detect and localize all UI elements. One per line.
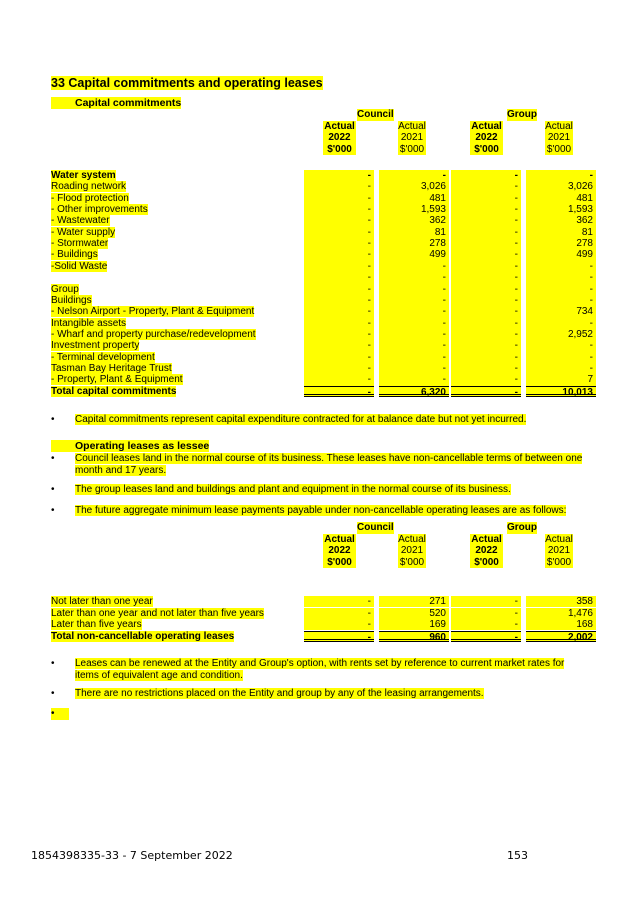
lease-group-council: Council [357,522,394,533]
column-header: Actual 2022 $'000 [324,121,355,155]
row-label: Later than five years [51,619,142,630]
value-cell: - [379,284,449,295]
value-cell: - [451,227,521,238]
value-cell: - [451,261,521,272]
value-cell: - [304,261,374,272]
value-cell: - [304,193,374,204]
value-cell: - [451,363,521,374]
value-cell: - [304,249,374,260]
column-header: Actual 2021 $'000 [398,534,426,568]
value-cell: - [451,352,521,363]
table-row [51,340,596,351]
table-row [51,284,596,295]
value-cell: - [304,295,374,306]
table-row [51,215,596,226]
value-cell: - [451,619,521,630]
value-cell: 10,013 [526,386,596,397]
row-label: Roading network [51,181,127,193]
value-cell: - [526,318,596,329]
value-cell: - [451,170,521,181]
value-cell: - [451,329,521,340]
value-cell: 481 [526,193,596,204]
value-cell: - [304,363,374,374]
value-cell: - [304,215,374,226]
value-cell: 2,952 [526,329,596,340]
value-cell: - [451,596,521,607]
row-label: - Buildings [51,249,98,261]
value-cell: - [451,272,521,283]
value-cell: - [526,272,596,283]
table-row [51,329,596,340]
value-cell: 362 [379,215,449,226]
value-cell: 168 [526,619,596,630]
column-header: Actual 2022 $'000 [471,534,502,568]
table-row [51,363,596,374]
value-cell: - [451,181,521,192]
table-row [51,306,596,317]
value-cell: - [451,374,521,385]
table-row [51,608,596,619]
column-header: Actual 2021 $'000 [545,121,573,155]
value-cell: - [451,306,521,317]
capital-note: • Capital commitments represent capital expenditure contracted for at balance date but not yet incurred. [51,414,527,425]
value-cell: 278 [526,238,596,249]
value-cell: 271 [379,596,449,607]
row-label: Buildings [51,294,92,306]
value-cell: - [304,596,374,607]
value-cell: - [526,261,596,272]
value-cell: - [526,340,596,351]
value-cell: - [526,352,596,363]
value-cell: - [379,170,449,181]
column-header: Actual 2021 $'000 [545,534,573,568]
value-cell: - [304,227,374,238]
value-cell: - [304,608,374,619]
value-cell: - [304,272,374,283]
lease-bullet-3: • The future aggregate minimum lease payments payable under non-cancellable operating leases are as follows: [51,505,567,516]
row-label: Total capital commitments [51,385,177,397]
total-row [51,631,596,642]
page-title: 33 Capital commitments and operating leases [51,76,323,90]
lease-bullet-1: • Council leases land in the normal course of its business. These leases have non-cancellable terms of between one month and 17 years. [51,453,583,476]
value-cell: - [379,374,449,385]
row-label: Not later than one year [51,596,153,607]
value-cell: - [451,608,521,619]
row-label: Total non-cancellable operating leases [51,630,235,642]
value-cell: 169 [379,619,449,630]
value-cell: - [379,329,449,340]
table-row [51,352,596,363]
table-row [51,204,596,215]
row-label: - Property, Plant & Equipment [51,374,183,386]
table-row [51,295,596,306]
row-label: - Wharf and property purchase/redevelopment [51,328,256,340]
value-cell: - [379,295,449,306]
value-cell: 3,026 [526,181,596,192]
value-cell: 499 [526,249,596,260]
capital-commitments-heading: Capital commitments [51,97,181,110]
value-cell: - [304,306,374,317]
value-cell: 499 [379,249,449,260]
value-cell: - [304,374,374,385]
table-row [51,272,596,283]
value-cell: - [304,340,374,351]
value-cell: 520 [379,608,449,619]
value-cell: - [304,318,374,329]
value-cell: - [451,215,521,226]
value-cell: - [304,386,374,397]
value-cell: 358 [526,596,596,607]
value-cell: - [304,619,374,630]
value-cell: - [379,318,449,329]
value-cell: - [379,363,449,374]
value-cell: - [526,284,596,295]
value-cell: - [451,631,521,642]
row-label: - Wastewater [51,215,110,227]
value-cell: - [451,386,521,397]
column-header: Actual 2022 $'000 [324,534,355,568]
row-label: Tasman Bay Heritage Trust [51,362,172,374]
value-cell: - [304,204,374,215]
value-cell: 2,002 [526,631,596,642]
row-label: - Nelson Airport - Property, Plant & Equipment [51,306,255,318]
column-header: Actual 2021 $'000 [398,121,426,155]
value-cell: - [526,170,596,181]
value-cell: 1,593 [379,204,449,215]
value-cell: 81 [526,227,596,238]
total-row [51,386,596,397]
row-label: - Terminal development [51,351,155,363]
table-row [51,170,596,181]
value-cell: - [379,306,449,317]
table-row [51,238,596,249]
value-cell: - [304,329,374,340]
table-row [51,181,596,192]
value-cell: 7 [526,374,596,385]
lease-note-1: • Leases can be renewed at the Entity and Group's option, with rents set by reference to current market rates for items of equivalent age and condition. [51,658,565,681]
value-cell: 734 [526,306,596,317]
value-cell: - [451,204,521,215]
row-label: - Flood protection [51,192,129,204]
value-cell: 362 [526,215,596,226]
value-cell: - [379,261,449,272]
value-cell: - [451,284,521,295]
value-cell: 3,026 [379,181,449,192]
value-cell: - [304,181,374,192]
table-row [51,227,596,238]
row-label: Group [51,283,79,295]
value-cell: - [379,272,449,283]
table-row [51,619,596,630]
value-cell: - [304,284,374,295]
table-row [51,261,596,272]
value-cell: - [304,238,374,249]
value-cell: 1,476 [526,608,596,619]
value-cell: 1,593 [526,204,596,215]
value-cell: - [451,340,521,351]
value-cell: - [304,352,374,363]
value-cell: - [451,295,521,306]
row-label: Water system [51,170,116,181]
value-cell: 81 [379,227,449,238]
value-cell: 6,320 [379,386,449,397]
value-cell: 278 [379,238,449,249]
value-cell: - [304,631,374,642]
table-row [51,318,596,329]
value-cell: - [526,295,596,306]
lease-note-2: • There are no restrictions placed on the Entity and group by any of the leasing arrangements. [51,688,484,699]
table-row [51,596,596,607]
footer-doc-ref: 1854398335-33 - 7 September 2022 [31,849,233,862]
column-header: Actual 2022 $'000 [471,121,502,155]
value-cell: - [451,238,521,249]
table-row [51,374,596,385]
value-cell: - [379,352,449,363]
row-label: - Other improvements [51,204,148,216]
value-cell: - [304,170,374,181]
row-label: Intangible assets [51,317,127,329]
value-cell: 481 [379,193,449,204]
footer-page-number: 153 [507,849,528,862]
row-label: - Stormwater [51,238,109,250]
capital-group-council: Council [357,109,394,120]
value-cell: - [451,193,521,204]
operating-leases-heading: Operating leases as lessee [51,440,209,453]
lease-group-group: Group [507,522,537,533]
lease-bullet-2: • The group leases land and buildings and plant and equipment in the normal course of its business. [51,484,511,495]
value-cell: - [451,318,521,329]
capital-group-group: Group [507,109,537,120]
row-label: - Water supply [51,226,116,238]
value-cell: 960 [379,631,449,642]
row-label: -Solid Waste [51,260,108,272]
value-cell: - [379,340,449,351]
value-cell: - [526,363,596,374]
row-label: Investment property [51,340,140,352]
table-row [51,249,596,260]
table-row [51,193,596,204]
value-cell: - [451,249,521,260]
row-label: Later than one year and not later than five years [51,607,264,619]
